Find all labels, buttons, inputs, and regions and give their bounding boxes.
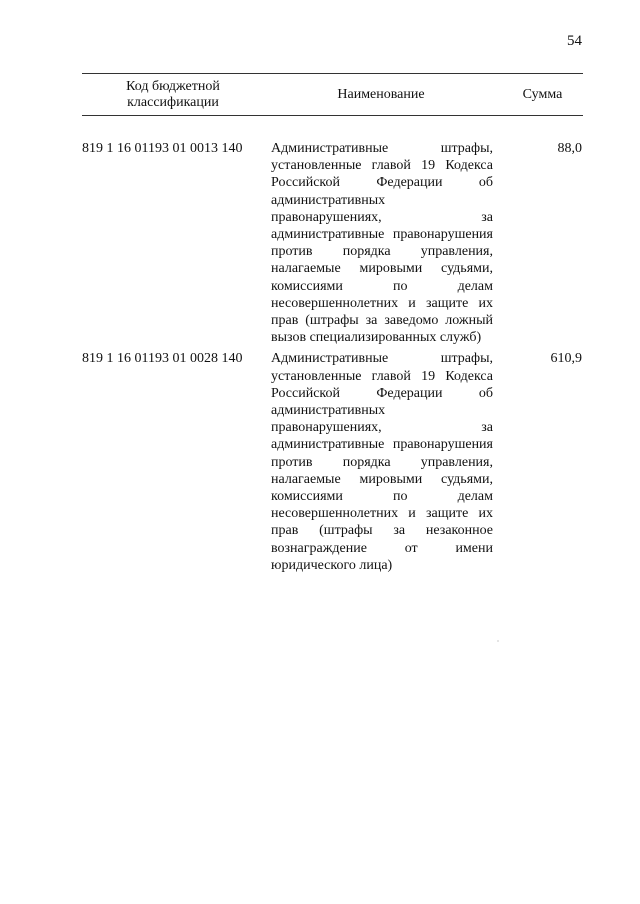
page-number: 54	[567, 33, 582, 49]
budget-table	[82, 73, 583, 574]
row-code: 819 1 16 01193 01 0028 140	[82, 351, 243, 367]
table-row	[82, 350, 583, 574]
row-name: Административные штрафы, установленные главой 19 Кодекса Российской Федерации об административных правонарушениях, за административные правонарушения против порядка управления, налагаемые мировыми судьями, комиссиями по делам несовершеннолетних и защите их прав (штрафы за незаконное вознаграждение от имени юридического лица)	[271, 351, 493, 573]
table-header	[82, 73, 583, 116]
header-name: Наименование	[337, 86, 425, 102]
header-code: Код бюджетной классификации	[126, 78, 220, 110]
row-sum: 610,9	[550, 351, 582, 367]
row-sum: 88,0	[557, 141, 582, 156]
table-row	[82, 140, 583, 346]
row-code: 819 1 16 01193 01 0013 140	[82, 141, 243, 156]
row-name: Административные штрафы, установленные главой 19 Кодекса Российской Федерации об административных правонарушениях, за административные правонарушения против порядка управления, налагаемые мировыми судьями, комиссиями по делам несовершеннолетних и защите их прав (штрафы за заведомо ложный вызов специализированных служб)	[271, 141, 493, 346]
header-sum: Сумма	[522, 86, 563, 102]
scan-speck	[497, 640, 499, 642]
